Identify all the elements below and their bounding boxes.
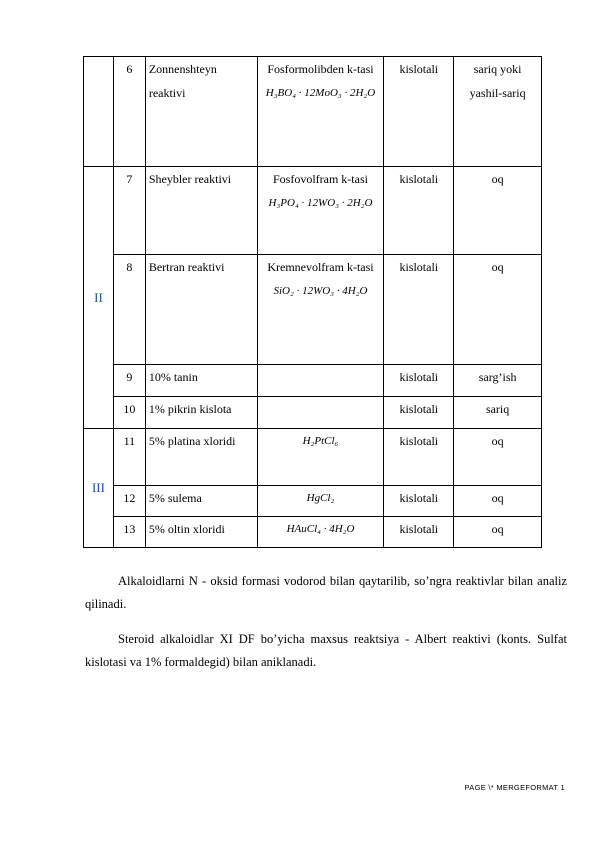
reagent-acid: Kremnevolfram k-tasi bbox=[267, 260, 374, 274]
reagent-name: Bertran reaktivi bbox=[145, 255, 257, 365]
medium: kislotali bbox=[384, 365, 454, 397]
precipitate-color: oq bbox=[454, 429, 542, 486]
reagent-name: Sheybler reaktivi bbox=[145, 167, 257, 255]
table-row bbox=[84, 365, 542, 397]
table-row bbox=[84, 517, 542, 548]
row-number: 6 bbox=[113, 57, 145, 167]
group-label: III bbox=[84, 429, 114, 548]
precipitate-color: sariq yoki yashil-sariq bbox=[454, 57, 542, 167]
reagent-name: 5% sulema bbox=[145, 486, 257, 517]
reagent-cell bbox=[257, 255, 384, 365]
reagent-name: 1% pikrin kislota bbox=[145, 397, 257, 429]
paragraph: Steroid alkaloidlar XI DF bo’yicha maxsus reaktsiya - Albert reaktivi (konts. Sulfat kislotasi va 1% formaldegid) bilan aniklanadi. bbox=[85, 632, 567, 669]
medium: kislotali bbox=[384, 57, 454, 167]
reagent-cell bbox=[257, 365, 384, 397]
row-number: 11 bbox=[113, 429, 145, 486]
reagent-name: 10% tanin bbox=[145, 365, 257, 397]
table-row bbox=[84, 255, 542, 365]
precipitate-color: oq bbox=[454, 517, 542, 548]
reagent-formula: H₃BO₄ · 12MoO₃ · 2H₂O bbox=[265, 87, 376, 99]
table-row bbox=[84, 486, 542, 517]
precipitate-color: sariq bbox=[454, 397, 542, 429]
group-label: II bbox=[84, 167, 114, 429]
row-number: 10 bbox=[113, 397, 145, 429]
reagent-name: 5% platina xloridi bbox=[145, 429, 257, 486]
precipitate-color: oq bbox=[454, 255, 542, 365]
reagent-name: 5% oltin xloridi bbox=[145, 517, 257, 548]
reagent-acid: Fosfovolfram k-tasi bbox=[272, 172, 368, 186]
table-row bbox=[84, 57, 542, 167]
reagent-cell bbox=[257, 57, 384, 167]
reagent-cell bbox=[257, 397, 384, 429]
row-number: 9 bbox=[113, 365, 145, 397]
reagent-formula: H₃PO₄ · 12WO₃ · 2H₂O bbox=[268, 197, 373, 209]
table-row bbox=[84, 167, 542, 255]
medium: kislotali bbox=[384, 255, 454, 365]
precipitate-color: sarg’ish bbox=[454, 365, 542, 397]
medium: kislotali bbox=[384, 429, 454, 486]
reagent-cell bbox=[257, 167, 384, 255]
reagent-formula: SiO₂ · 12WO₃ · 4H₂O bbox=[273, 285, 368, 297]
paragraph: Alkaloidlarni N - oksid formasi vodorod bilan qaytarilib, so’ngra reaktivlar bilan analiz qilinadi. bbox=[85, 574, 567, 611]
row-number: 7 bbox=[113, 167, 145, 255]
medium: kislotali bbox=[384, 517, 454, 548]
reagent-name: Zonnenshteyn reaktivi bbox=[145, 57, 257, 167]
precipitate-color: oq bbox=[454, 167, 542, 255]
row-number: 12 bbox=[113, 486, 145, 517]
reagent-formula: HAuCl₄ · 4H₂O bbox=[257, 517, 384, 548]
table-row bbox=[84, 397, 542, 429]
reagent-formula: HgCl₂ bbox=[257, 486, 384, 517]
medium: kislotali bbox=[384, 486, 454, 517]
row-number: 8 bbox=[113, 255, 145, 365]
medium: kislotali bbox=[384, 167, 454, 255]
table-row bbox=[84, 429, 542, 486]
group-cell-empty bbox=[84, 57, 114, 167]
reagent-acid: Fosformolibden k-tasi bbox=[267, 62, 374, 76]
medium: kislotali bbox=[384, 397, 454, 429]
page-footer: PAGE \* MERGEFORMAT 1 bbox=[464, 783, 565, 792]
reagent-formula: H₂PtCl₆ bbox=[257, 429, 384, 486]
reagents-table bbox=[83, 56, 542, 548]
row-number: 13 bbox=[113, 517, 145, 548]
precipitate-color: oq bbox=[454, 486, 542, 517]
